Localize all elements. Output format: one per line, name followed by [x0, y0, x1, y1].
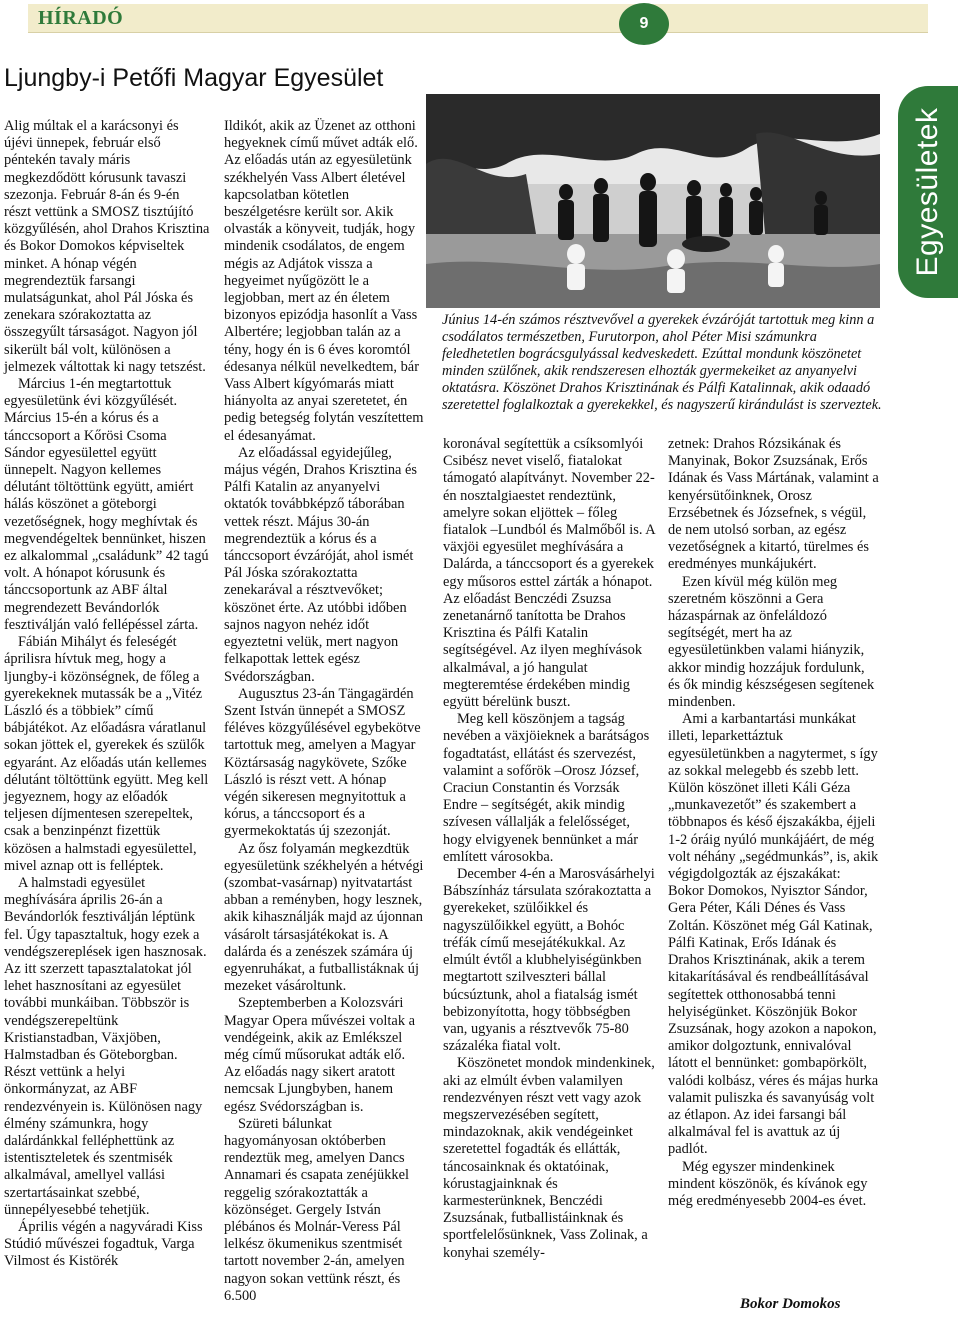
text-column-4 [668, 436, 880, 1210]
photo-caption [442, 312, 882, 414]
paragraph: Ildikót, akik az Üzenet az otthoni hegyeknek című művet adták elő. Az előadás után az egyesületünk székhelyén Vass Albert életével kapcsolatban kötetlen beszélgetésre került sor. Akik olvasták a könyveit, tudják, hogy mindenik csodálatos, de engem mégis az Adjátok vissza a hegyeimet nyűgözött le a legjobban, mert az én életem bizonyos epizódja hasonlít a Vass Albertére; legjobban talán az a tény, hogy én is 6 éves koromtól édesanya nélkül nevelkedtem, bár Vass Albert kígyómarás miatt hiányolta az anyai szeretetet, én pedig betegség folytán veszítettem el édesanyámat. [224, 118, 424, 444]
page-number: 9 [619, 3, 669, 45]
paragraph: koronával segítettük a csíksomlyói Csibész nevet viselő, fiatalokat támogató alapítványt. November 22-én nosztalgiaestet rendeztünk, amelyre sokan eljöttek – főleg fiatalok –Lundból és Malmőből is. A växjöi egyesület meghívására a Dalárda, a tánccsoport és a gyerekek egy műsoros esttel zárták a hónapot. Az előadást Benczédi Zsuzsa zenetanárnő tanította be Drahos Krisztina és Pálfi Katalin segítségével. Az ilyen meghívások alkalmával, a jó hangulat megteremtése érdekében mindig együtt bérelünk buszt. [443, 436, 655, 711]
article-title: Ljungby-i Petőfi Magyar Egyesület [4, 64, 384, 92]
text-column-1 [4, 118, 210, 1271]
section-tab-label: Egyesületek [911, 107, 944, 277]
paragraph: zetnek: Drahos Rózsikának és Manyinak, Bokor Zsuzsának, Erős Idának és Vass Mártának, valamint a kenyérsütőinknek, Orosz Erzsébetnek és Józsefnek, s végül, de nem utolsó sorban, az egész vezetőségnek a kitartó, türelmes és eredményes munkájukért. [668, 436, 879, 573]
publication-title: HÍRADÓ [38, 7, 124, 29]
paragraph: Szeptemberben a Kolozsvári Magyar Opera művészei voltak a vendégeink, akik az Emlékszel még című műsorukat adták elő. Az előadás nagy sikert aratott nemcsak Ljungbyben, hanem egész Svédországban is. [224, 995, 415, 1115]
paragraph: A halmstadi egyesület meghívására április 26-án a Bevándorlók fesztiválján léptünk fel. Úgy tapasztaltuk, hogy ezek a vendégszereplések igen hasznosak. Az itt szerzett tapasztalatokat jól lehet hasznosítani az egyesület további munkáiban. Többször is vendégszerepeltünk Kristianstadban, Växjöben, Halmstadban és Göteborgban. Részt vettünk a helyi önkormányzat, az ABF rendezvényein is. Különösen nagy élmény számunkra, hogy dalárdánkkal felléphettünk az istentiszteletek és szentmisék alkalmával, amellyel vallási szertartásainkat szebbé, ünnepélyesebbé tehetjük. [4, 874, 207, 1218]
paragraph: December 4-én a Marosvásárhelyi Bábszínház társulata szórakoztatta a gyerekeket, szülőikkel és nagyszülőikkel együtt, a Bohóc tréfák című mesejátékukkal. Az elmúlt évtől a klubhelyiségünkben megtartott szilveszteri bállal búcsúztunk, ahol a fiatalság ismét bebizonyította, hogy többségben van, ugyanis a résztvevők 75-80 százaléka fiatal volt. [443, 866, 655, 1055]
text-column-3 [443, 436, 657, 1262]
paragraph: Ami a karbantartási munkákat illeti, leparkettáztuk egyesületünkben a nagytermet, s így az sokkal melegebb és szebb lett. Külön köszönet illeti Káli Géza „munkavezetőt” és szakembert a többnapos és késő éjszakákba, éjjeli 1-2 óráig nyúló munkájáért, de még volt néhány „segédmunkás”, is, akik végigdolgozták az éjszakákat: Bokor Domokos, Nyisztor Sándor, Gera Péter, Káli Dénes és Vass Zoltán. Köszönet még Gál Katinak, Pálfi Katinak, Erős Idának és Drahos Krisztinának, akik a terem kitakarításával és rendbeállításával segítettek otthonosabbá tenni helyiségünket. Köszönjük Bokor Zsuzsának, hogy azokon a napokon, amikor dolgoztunk, ennivalóval látott el bennünket: gombapörkölt, valódi kolbász, véres és májas hurka valamit puliszka és savanyúság volt az étlapon. Az idei farsangi bál alkalmával fel is avattuk az új padlót. [668, 711, 879, 1158]
outdoor-group-photo [426, 94, 880, 308]
paragraph: Szüreti bálunkat hagyományosan októberben rendeztük meg, amelyen Dancs Annamari és csapata zenéjükkel reggelig szórakoztatták a közönséget. Gergely István plébános és Molnár-Veress Pál lelkész ökumenikus szentmisét tartott november 2-án, amelyen nagyon sokan vettünk részt, és 6.500 [224, 1115, 409, 1304]
photo-caption-text: Június 14-én számos résztvevővel a gyerekek évzáróját tartottuk meg kinn a csodálatos természetben, Furutorpon, ahol Péter Misi számunkra feledhetetlen bográcsgulyással kedveskedett. Ezúttal mondunk köszönetet minden szülőnek, akik rendszeresen elhozták gyermekeiket az anyanyelvi oktatásra. Köszönet Drahos Krisztinának és Pálfi Katalinnak, akik odaadó szeretettel foglalkoztak a gyerekekkel, és nagyszerű kirándulást is szerveztek. [442, 312, 882, 413]
masthead-band [28, 4, 928, 33]
paragraph: Április végén a nagyváradi Kiss Stúdió művészei fogadtuk, Varga Vilmost és Kistörék [4, 1219, 203, 1270]
paragraph: Március 1-én megtartottuk egyesületünk évi közgyűlését. Március 15-én a kórus és a tánccsoport a Kőrösi Csoma Sándor egyesülettel együtt ünnepelt. Nagyon kellemes délutánt töltöttünk együtt, amiért hálás köszönet a göteborgi vezetőségnek, hogy meghívtak és megvendégeltek bennünket, hiszen ez alkalommal „családunk” 42 tagú volt. A hónapot kórusunk és tánccsoportunk az ABF által megrendezett Bevándorlók fesztiválján való fellépéssel zárta. [4, 376, 209, 633]
author-signature: Bokor Domokos [740, 1296, 841, 1312]
paragraph: Még egyszer mindenkinek mindent köszönök, és kívánok egy még eredményesebb 2004-es évet. [668, 1158, 868, 1209]
paragraph: Köszönetet mondok mindenkinek, aki az elmúlt évben valamilyen rendezvényen részt vett vagy azok megszervezésében segített, mindazoknak, akik vendégeinket szeretettel fogadták és ellátták, táncosainknak és oktatóinak, kórustagjainknak és karmesterünknek, Benczédi Zsuzsának, futballistáinknak és sportfelelősünknek, Vass Zolinak, a konyhai személy- [443, 1055, 655, 1261]
paragraph: Meg kell köszönjem a tagság nevében a växjöieknek a barátságos fogadtatást, ellátást és szervezést, valamint a sofőrök –Orosz József, Craciun Constantin és Vorzsák Endre – segítségét, akik mindig szívesen vállalják a felelősséget, hogy elvigyenek bennünket a már említett városokba. [443, 711, 650, 865]
paragraph: Fábián Mihályt és feleségét áprilisra hívtuk meg, hogy a ljungby-i közönségnek, de főleg a gyerekeknek mutassák be a „Vitéz László és a többiek” című bábjátékot. Az előadásra váratlanul sokan jöttek el, gyerekek és szülők egyaránt. Az előadás után kellemes délutánt töltöttünk együtt. Meg kell jegyeznem, hogy az előadók teljesen díjmentesen szerepeltek, csak a benzinpénzt fizettük közösen a halmstadi egyesülettel, mivel aznap ott is felléptek. [4, 634, 209, 874]
masthead [28, 4, 928, 36]
text-column-2 [224, 118, 424, 1305]
section-tab [898, 86, 958, 298]
paragraph: Ezen kívül még külön meg szeretném köszönni a Gera házaspárnak az önfeláldozó segítségét, mert ha az egyesületünkben valami hiányzik, akkor mindig hozzájuk fordulunk, és ők mindig készségesen segítenek mindenben. [668, 573, 875, 711]
paragraph: Augusztus 23-án Tängagärdén Szent István ünnepét a SMOSZ féléves közgyűlésével egybekötve tartottuk meg, amelyen a Magyar Köztársaság nagykövete, Szőke László is részt vett. A hónap végén sikeresen megnyitottuk a kórus, a tánccsoport és a gyermekoktatás új szezonját. [224, 685, 421, 840]
paragraph: Az előadással egyidejűleg, május végén, Drahos Krisztina és Pálfi Katalin az anyanyelvi oktatók továbbképző táborában vettek részt. Május 30-án megrendeztük a kórus és a tánccsoport évzáróját, ahol ismét Pál Jóska szórakoztatta zenekarával a résztvevőket; köszönet érte. Az utóbbi időben sajnos nagyon nehéz időt egyeztetni velük, mert nagyon felkapottak lettek egész Svédországban. [224, 444, 418, 685]
paragraph: Az ősz folyamán megkezdtük egyesületünk székhelyén a hétvégi (szombat-vasárnap) nyitvatartást abban a reményben, hogy lesznek, akik kihasználják majd az újonnan vásárolt társasjátékokat is. A dalárda és a zenészek számára új egyenruhákat, a futballistáknak új mezeket vásároltunk. [224, 840, 424, 995]
paragraph: Alig múltak el a karácsonyi és újévi ünnepek, február első péntekén tavaly máris megkezdődött kórusunk tavaszi szezonja. Február 8-án és 9-én részt vettünk a SMOSZ tisztújító közgyűlésén, ahol Drahos Krisztina és Bokor Domokos képviseltek minket. A hónap végén megrendeztük farsangi mulatságunkat, ahol Pál Jóska és zenekara szórakoztatta az összegyűlt társaságot. Nagyon jól sikerült bál volt, különösen a jelmezek váltottak ki nagy tetszést. [4, 118, 210, 375]
